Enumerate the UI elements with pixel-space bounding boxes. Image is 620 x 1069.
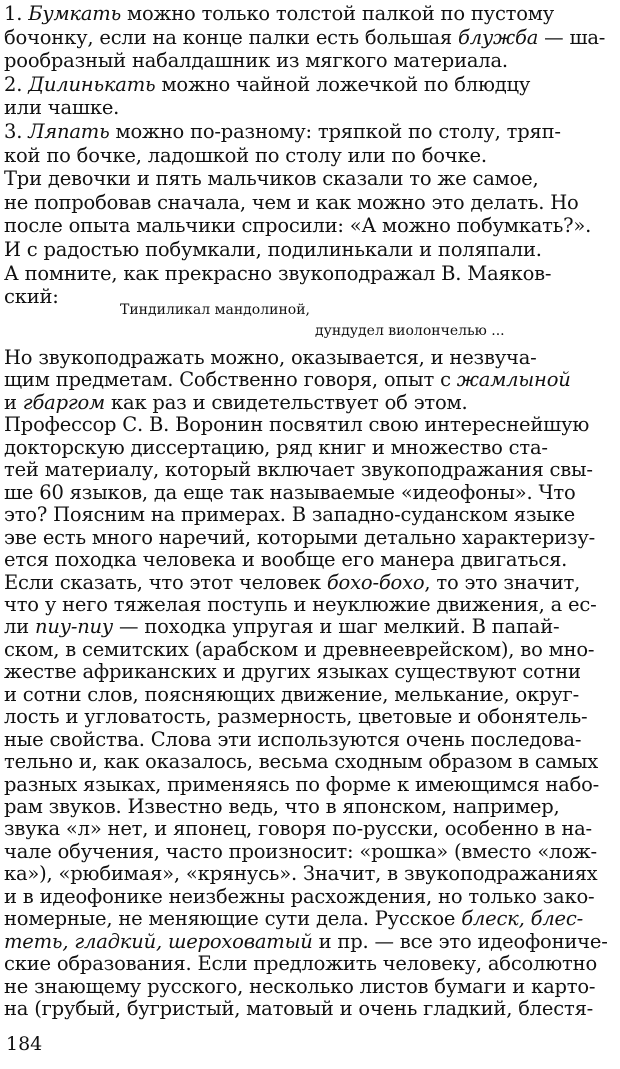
text-run: лость и угловатость, размерность, цветовые и обонятель- xyxy=(4,705,588,729)
text-line xyxy=(4,705,587,729)
text-run: бочонку, если на конце палки есть большая xyxy=(4,25,459,49)
text-run: щим предметам. Собственно говоря, опыт с xyxy=(4,368,457,392)
text-line xyxy=(4,615,559,639)
text-line xyxy=(4,391,468,415)
text-run: ется походка человека и вообще его манера двигаться. xyxy=(4,548,568,572)
text-run: рам звуков. Известно ведь, что в японском, например, xyxy=(4,795,560,818)
text-line xyxy=(4,683,579,707)
text-run: звука «л» нет, и японец, говоря по-русски, особенно в на- xyxy=(4,817,592,841)
text-line xyxy=(4,144,487,168)
text-run: можно по-разному: тряпкой по столу, тряп- xyxy=(109,120,561,143)
text-run: или чашке. xyxy=(4,96,120,120)
text-run: Но звукоподражать можно, оказывается, и незвуча- xyxy=(4,346,537,369)
text-line xyxy=(4,840,597,864)
text-run: можно чайной ложечкой по блюдцу xyxy=(155,72,531,96)
italic-term: блужба xyxy=(458,25,539,49)
text-run: как раз и свидетельствует об этом. xyxy=(105,390,468,414)
text-run: ка»), «рюбимая», «крянусь». Значит, в звукоподражаниях xyxy=(4,862,598,886)
italic-term: жамлыной xyxy=(456,368,571,392)
text-run: А помните, как прекрасно звукоподражал В. Маяков- xyxy=(4,261,552,285)
text-line xyxy=(4,120,561,144)
text-run: ные свойства. Слова эти используются очень последова- xyxy=(4,727,582,751)
text-run: кой по бочке, ладошкой по столу или по бочке. xyxy=(4,143,487,167)
text-run: Три девочки и пять мальчиков сказали то же самое, xyxy=(4,167,539,191)
text-line xyxy=(4,458,593,482)
book-page xyxy=(4,0,616,1069)
text-run: ские образования. Если предложить человеку, абсолютно xyxy=(4,952,597,976)
text-line xyxy=(4,817,592,841)
text-line xyxy=(4,773,599,797)
verse-line-2: дундудел виолончелью ... xyxy=(315,323,505,339)
text-line xyxy=(4,593,596,617)
italic-term: блеск, блес- xyxy=(461,907,583,931)
text-line xyxy=(4,346,537,370)
text-run: докторскую диссертацию, ряд книг и множество ста- xyxy=(4,435,548,459)
text-run: это? Поясним на примерах. В западно-суданском языке xyxy=(4,503,575,527)
text-line xyxy=(4,930,608,954)
text-line xyxy=(4,862,597,886)
text-line xyxy=(4,49,508,73)
text-line xyxy=(4,73,530,97)
text-run: рообразный набалдашник из мягкого материала. xyxy=(4,49,508,73)
text-line xyxy=(4,660,581,684)
text-run: Профессор С. В. Воронин посвятил свою интереснейшую xyxy=(4,413,590,437)
text-run: что у него тяжелая поступь и неуклюжие движения, а ес- xyxy=(4,592,597,616)
text-line xyxy=(4,885,594,909)
text-run: Если сказать, что этот человек xyxy=(4,570,327,594)
text-line xyxy=(4,638,594,662)
text-run: 1. xyxy=(4,2,29,25)
text-run: не знающему русского, несколько листов бумаги и карто- xyxy=(4,974,596,998)
text-line xyxy=(4,262,551,286)
text-run: и пр. — все это идеофониче- xyxy=(312,929,608,953)
text-run: номерные, не меняющие сути дела. Русское xyxy=(4,907,462,931)
text-line xyxy=(4,526,595,550)
text-line xyxy=(4,728,581,752)
text-line xyxy=(4,214,591,238)
text-line xyxy=(4,285,59,309)
text-run: на (грубый, бугристый, матовый и очень гладкий, блестя- xyxy=(4,997,594,1021)
text-line xyxy=(4,2,554,26)
text-line xyxy=(4,907,583,931)
text-line xyxy=(4,368,571,392)
italic-term: теть, гладкий, шероховатый xyxy=(4,929,313,953)
text-run: 3. xyxy=(4,120,29,143)
text-line xyxy=(4,26,605,50)
text-run: чале обучения, часто произносит: «рошка» (вместо «лож- xyxy=(4,839,597,863)
italic-term: бохо-бохо xyxy=(326,570,425,594)
text-line xyxy=(4,413,589,437)
text-line xyxy=(4,191,579,215)
text-run: разных языках, применяясь по форме к имеющимся набо- xyxy=(4,772,600,796)
text-line xyxy=(4,503,575,527)
text-line xyxy=(4,96,119,120)
text-run: эве есть много наречий, которыми детально характеризу- xyxy=(4,525,596,549)
italic-term: Дилинькать xyxy=(28,72,156,96)
italic-term: гбаргом xyxy=(22,390,106,414)
text-run: — походка упругая и шаг мелкий. В папай- xyxy=(113,615,560,639)
text-run: ском, в семитских (арабском и древнееврейском), во мно- xyxy=(4,637,595,661)
text-line xyxy=(4,997,593,1021)
italic-term: пиу-пиу xyxy=(34,615,114,639)
text-line xyxy=(4,571,580,595)
italic-term: Ляпать xyxy=(28,120,110,143)
text-run: И с радостью побумкали, подилинькали и поляпали. xyxy=(4,238,542,261)
text-run: после опыта мальчики спросили: «А можно побумкать?». xyxy=(4,214,592,238)
text-run: тельно и, как оказалось, весьма сходным образом в самых xyxy=(4,750,599,774)
text-run: — ша- xyxy=(538,25,606,49)
text-line xyxy=(4,238,542,262)
text-run: тей материалу, который включает звукоподражания свы- xyxy=(4,458,593,482)
verse-line-1: Тиндиликал мандолиной, xyxy=(120,302,310,318)
text-run: ше 60 языков, да еще так называемые «идеофоны». Что xyxy=(4,480,576,504)
text-run: не попробовав сначала, чем и как можно это делать. Но xyxy=(4,190,579,214)
text-run: и сотни слов, поясняющих движение, мелькание, округ- xyxy=(4,682,579,706)
text-line xyxy=(4,975,595,999)
text-line xyxy=(4,481,576,505)
page-number: 184 xyxy=(6,1033,43,1055)
text-run: жестве африканских и других языках существуют сотни xyxy=(4,660,581,684)
text-line xyxy=(4,436,548,460)
italic-term: Бумкать xyxy=(28,2,122,25)
text-line xyxy=(4,548,567,572)
text-run: ли xyxy=(4,615,35,639)
text-run: можно только толстой палкой по пустому xyxy=(121,2,555,25)
text-line xyxy=(4,795,560,819)
text-line xyxy=(4,952,597,976)
text-run: ский: xyxy=(4,285,59,309)
text-run: 2. xyxy=(4,72,29,96)
text-run: и в идеофонике неизбежны расхождения, но только зако- xyxy=(4,884,595,908)
text-run: и xyxy=(4,390,23,414)
text-run: , то это значит, xyxy=(424,570,581,594)
text-line xyxy=(4,167,539,191)
text-line xyxy=(4,750,598,774)
